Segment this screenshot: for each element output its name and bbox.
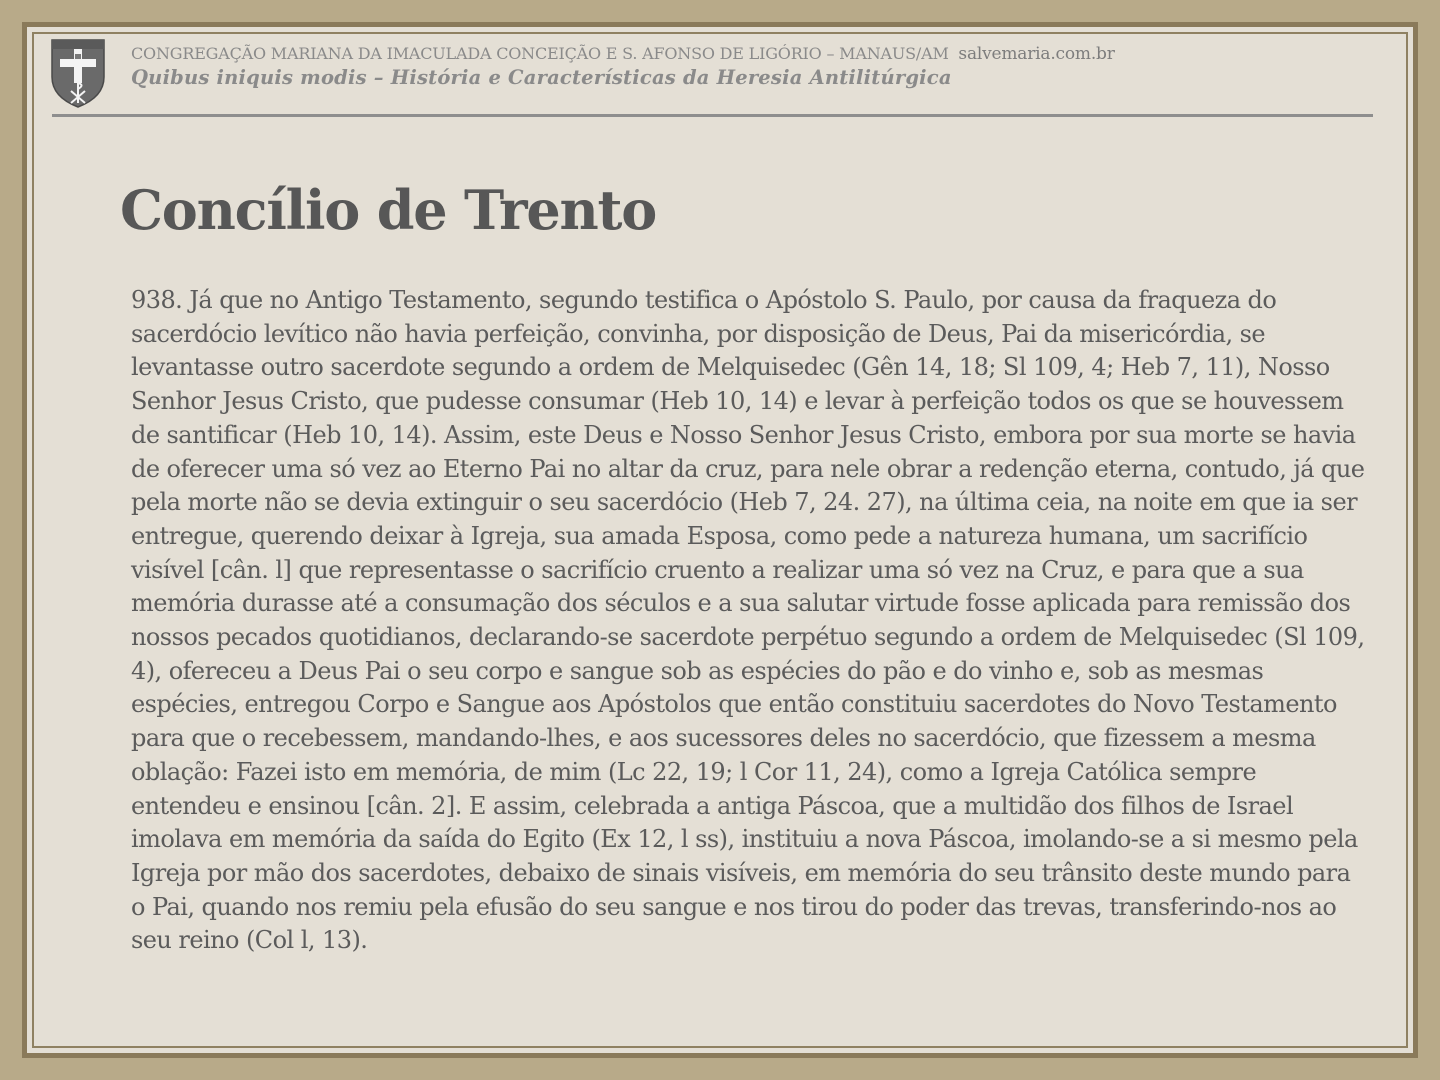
slide-title: Concílio de Trento [120, 178, 657, 242]
shield-cross-chi-rho-icon [49, 37, 107, 109]
organization-header [131, 44, 1391, 64]
organization-name: CONGREGAÇÃO MARIANA DA IMACULADA CONCEIÇÃO E S. AFONSO DE LIGÓRIO – MANAUS/AM [131, 44, 949, 63]
website-link[interactable]: salvemaria.com.br [958, 44, 1115, 64]
slide-body-text: 938. Já que no Antigo Testamento, segundo testifica o Apóstolo S. Paulo, por causa da fraqueza do sacerdócio levítico não havia perfeição, convinha, por disposição de Deus, Pai da misericórdia, se levantasse outro sacerdote segundo a ordem de Melquisedec (Gên 14, 18; Sl 109, 4; Heb 7, 11), Nosso Senhor Jesus Cristo, que pudesse consumar (Heb 10, 14) e levar à perfeição todos os que se houvessem de santificar (Heb 10, 14). Assim, este Deus e Nosso Senhor Jesus Cristo, embora por sua morte se havia de oferecer uma só vez ao Eterno Pai no altar da cruz, para nele obrar a redenção eterna, contudo, já que pela morte não se devia extinguir o seu sacerdócio (Heb 7, 24. 27), na última ceia, na noite em que ia ser entregue, querendo deixar à Igreja, sua amada Esposa, como pede a natureza humana, um sacrifício visível [cân. l] que representasse o sacrifício cruento a realizar uma só vez na Cruz, e para que a sua memória durasse até a consumação dos séculos e a sua salutar virtude fosse aplicada para remissão dos nossos pecados quotidianos, declarando-se sacerdote perpétuo segundo a ordem de Melquisedec (Sl 109, 4), ofereceu a Deus Pai o seu corpo e sangue sob as espécies do pão e do vinho e, sob as mesmas espécies, entregou Corpo e Sangue aos Apóstolos que então constituiu sacerdotes do Novo Testamento para que o recebessem, mandando-lhes, e aos sucessores deles no sacerdócio, que fizessem a mesma oblação: Fazei isto em memória, de mim (Lc 22, 19; l Cor 11, 24), como a Igreja Católica sempre entendeu e ensinou [cân. 2]. E assim, celebrada a antiga Páscoa, que a multidão dos filhos de Israel imolava em memória da saída do Egito (Ex 12, l ss), instituiu a nova Páscoa, imolando-se a si mesmo pela Igreja por mão dos sacerdotes, debaixo de sinais visíveis, em memória do seu trânsito deste mundo para o Pai, quando nos remiu pela efusão do seu sangue e nos tirou do poder das trevas, transferindo-nos ao seu reino (Col l, 13). [131, 286, 1365, 955]
header-divider [52, 114, 1373, 117]
presentation-subtitle: Quibus iniquis modis – História e Características da Heresia Antilitúrgica [131, 66, 952, 89]
